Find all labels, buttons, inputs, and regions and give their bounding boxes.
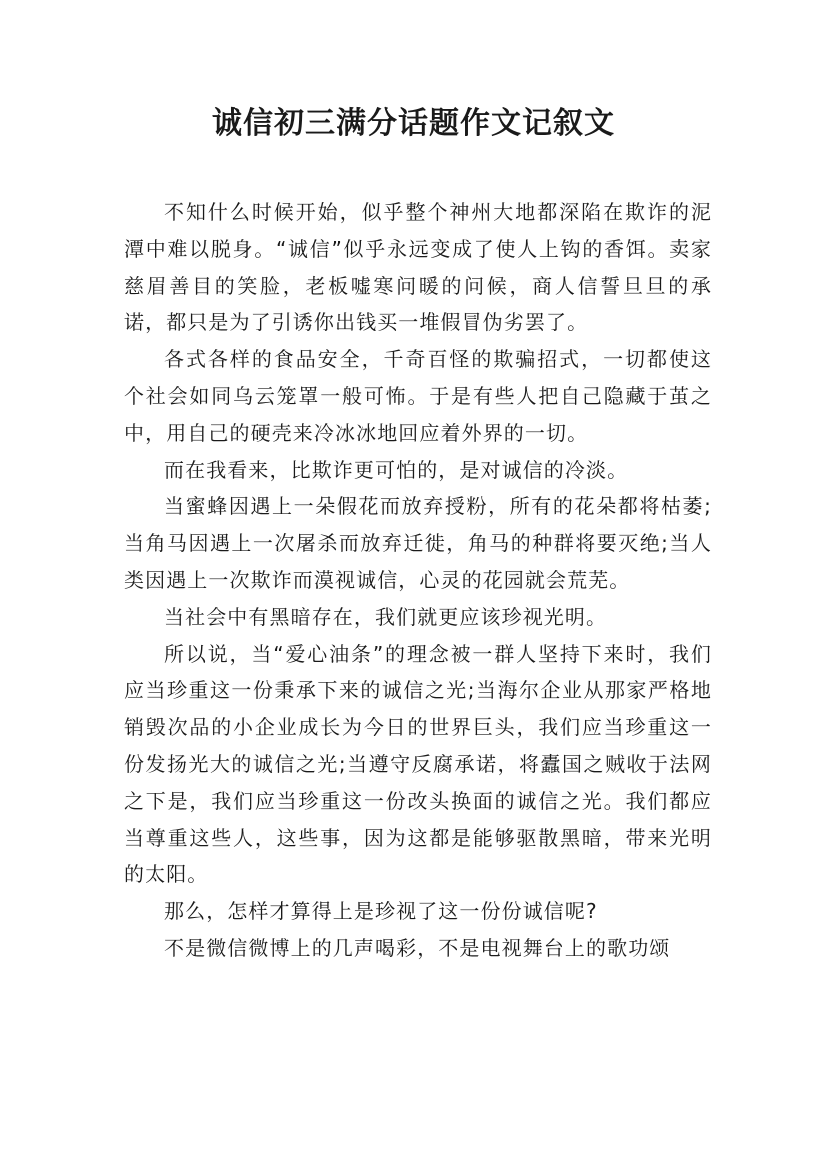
paragraph-2: 各式各样的食品安全，千奇百怪的欺骗招式，一切都使这个社会如同乌云笼罩一般可怖。于是有些人把自己隐藏于茧之中，用自己的硬壳来冷冰冰地回应着外界的一切。 — [124, 347, 712, 445]
paragraph-6: 所以说，当“爱心油条”的理念被一群人坚持下来时，我们应当珍重这一份秉承下来的诚信之光;当海尔企业从那家严格地销毁次品的小企业成长为今日的世界巨头，我们应当珍重这一份发扬光大的诚信之光;当遵守反腐承诺，将蠹国之贼收于法网之下是，我们应当珍重这一份改头换面的诚信之光。我们都应当尊重这些人，这些事，因为这都是能够驱散黑暗，带来光明的太阳。 — [124, 641, 712, 887]
paragraph-5: 当社会中有黑暗存在，我们就更应该珍视光明。 — [164, 604, 608, 629]
document-title: 诚信初三满分话题作文记叙文 — [212, 106, 615, 141]
paragraph-8: 不是微信微博上的几声喝彩，不是电视舞台上的歌功颂 — [164, 935, 671, 960]
document-body — [124, 194, 712, 967]
paragraph-3: 而在我看来，比欺诈更可怕的，是对诚信的冷淡。 — [164, 457, 629, 482]
paragraph-4: 当蜜蜂因遇上一朵假花而放弃授粉，所有的花朵都将枯萎;当角马因遇上一次屠杀而放弃迁徙，角马的种群将要灭绝;当人类因遇上一次欺诈而漠视诚信，心灵的花园就会荒芜。 — [124, 494, 712, 592]
paragraph-7: 那么，怎样才算得上是珍视了这一份份诚信呢? — [164, 899, 598, 924]
paragraph-1: 不知什么时候开始，似乎整个神州大地都深陷在欺诈的泥潭中难以脱身。“诚信”似乎永远变成了使人上钩的香饵。卖家慈眉善目的笑脸，老板嘘寒问暖的问候，商人信誓旦旦的承诺，都只是为了引诱你出钱买一堆假冒伪劣罢了。 — [124, 200, 712, 335]
